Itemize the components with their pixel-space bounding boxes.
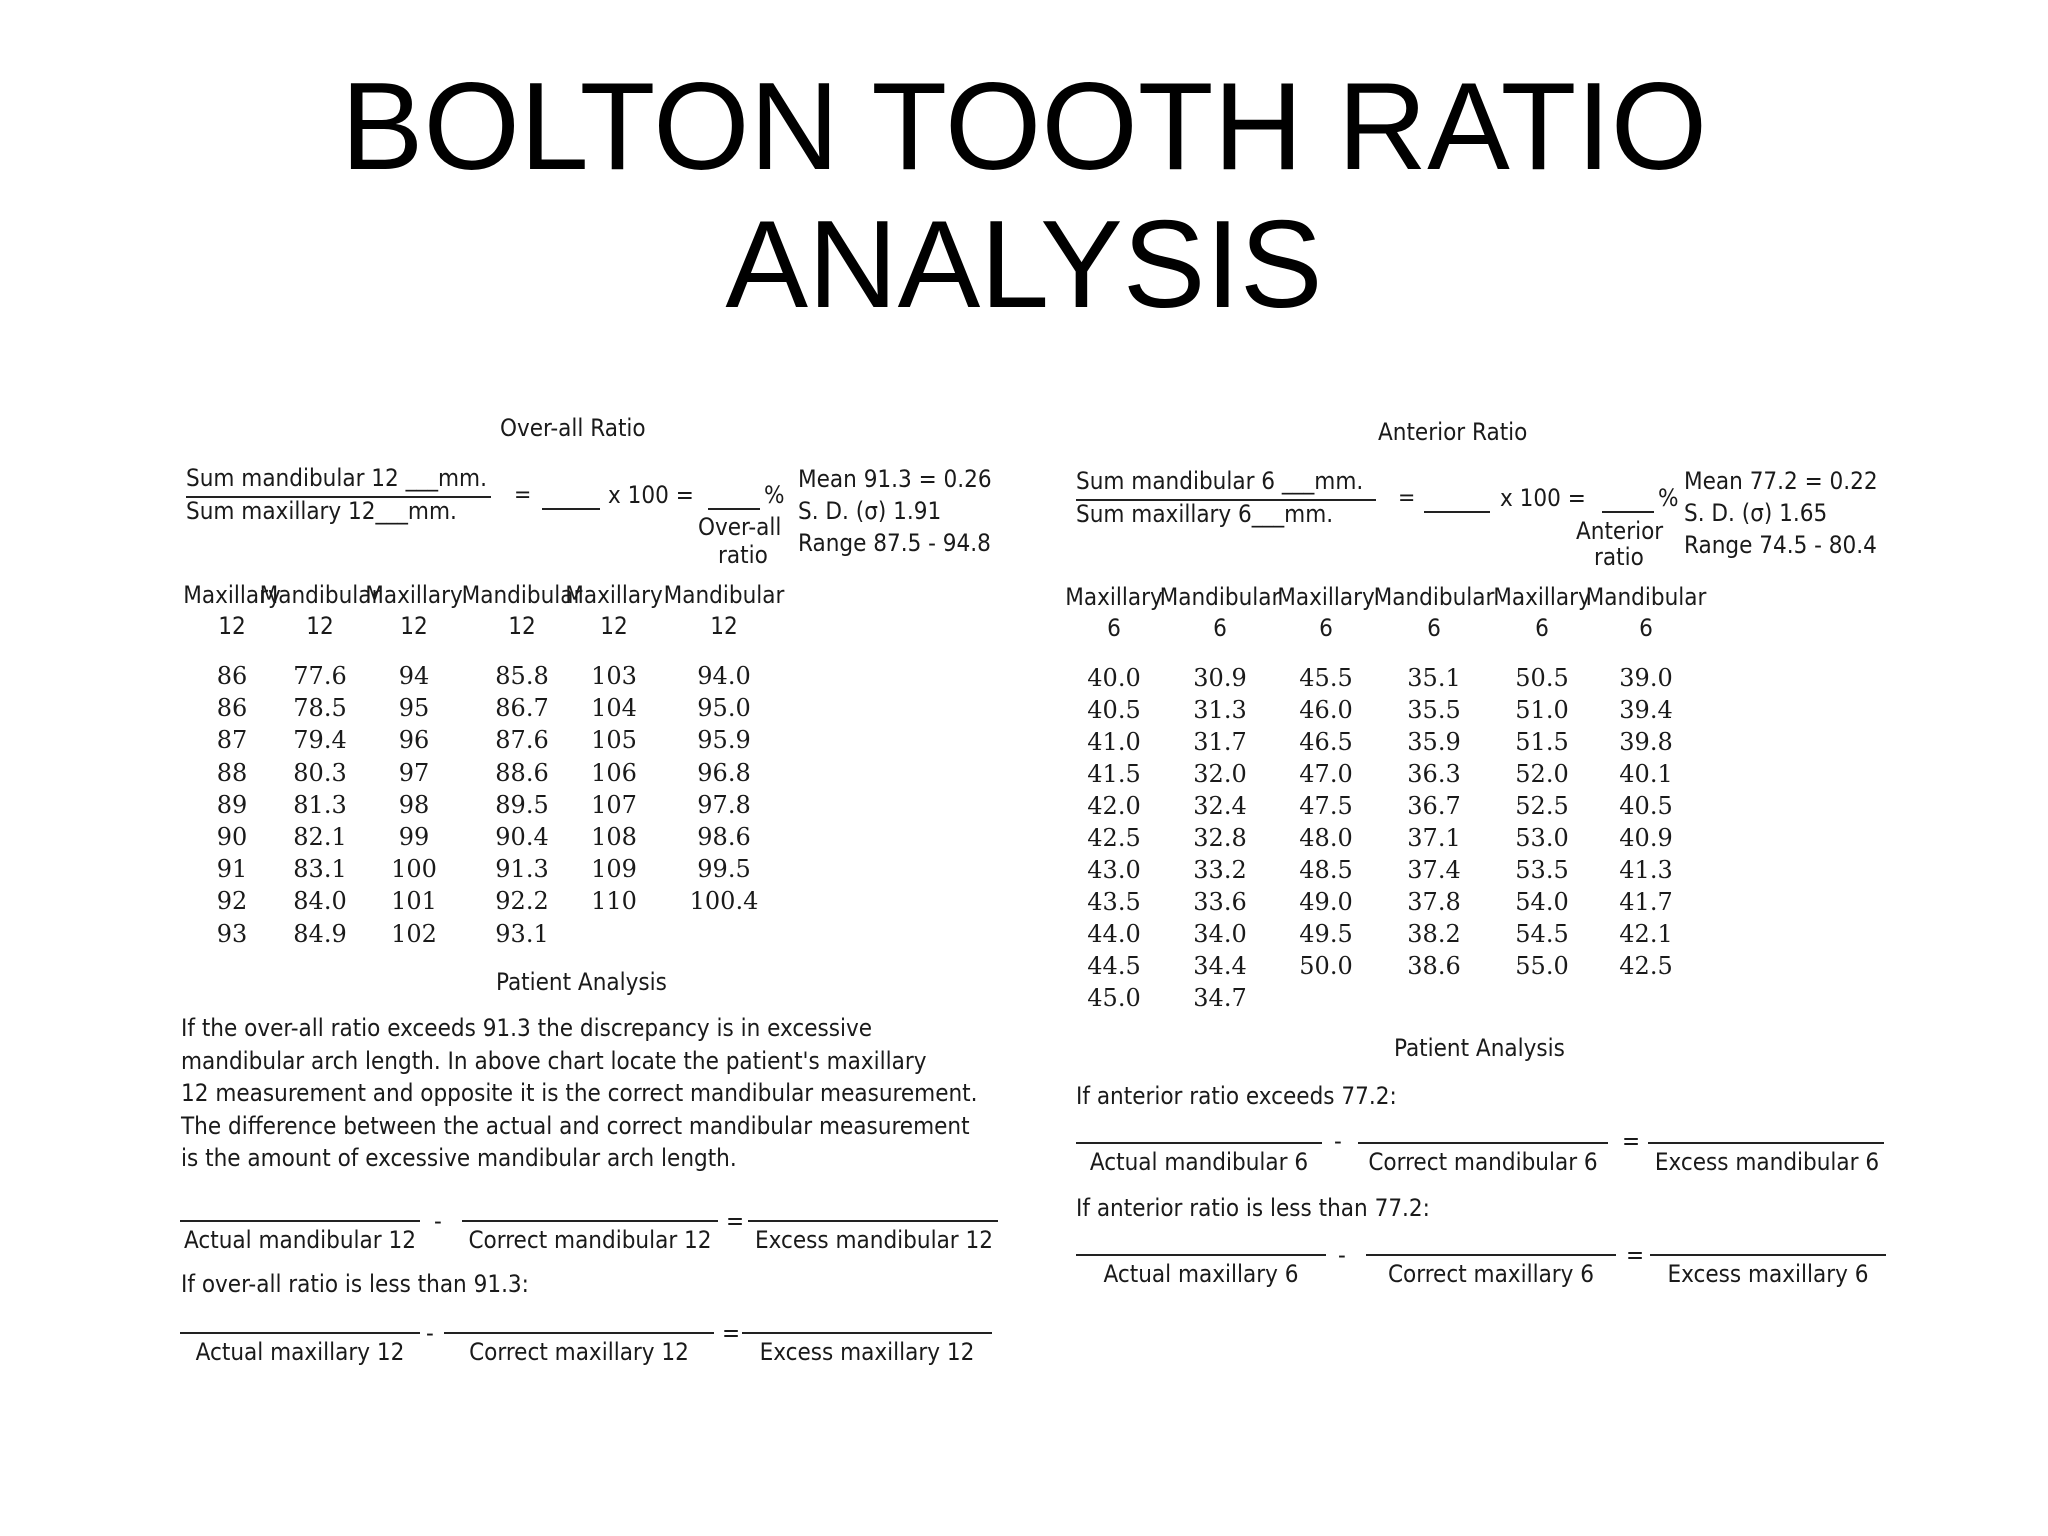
table-cell: 48.5	[1299, 856, 1353, 884]
overall-patient-analysis-heading: Patient Analysis	[496, 968, 667, 996]
table-cell: 39.0	[1619, 664, 1673, 692]
title-line-2: ANALYSIS	[725, 196, 1323, 334]
table-cell: 50.0	[1299, 952, 1353, 980]
eq1-equals: =	[726, 1207, 745, 1235]
table-cell: 44.0	[1087, 920, 1141, 948]
column-header-count: 6	[1107, 614, 1121, 642]
anterior-exceeds-text: If anterior ratio exceeds 77.2:	[1076, 1082, 1397, 1110]
title-line-1: BOLTON TOOTH RATIO	[340, 58, 1708, 196]
table-cell: 34.7	[1193, 984, 1247, 1012]
table-cell: 110	[591, 887, 637, 916]
table-cell: 43.0	[1087, 856, 1141, 884]
column-header-count: 12	[400, 612, 428, 640]
table-cell: 33.2	[1193, 856, 1247, 884]
excess-maxillary-6-blank	[1650, 1254, 1886, 1256]
table-cell: 52.5	[1515, 792, 1569, 820]
table-cell: 87.6	[495, 726, 549, 755]
overall-ratio-label-1: Over-all	[698, 513, 782, 541]
overall-sd: S. D. (σ) 1.91	[798, 497, 942, 525]
table-cell: 49.5	[1299, 920, 1353, 948]
table-cell: 45.0	[1087, 984, 1141, 1012]
correct-mandibular-6-blank	[1358, 1142, 1608, 1144]
overall-result-blank	[542, 508, 600, 510]
table-cell: 37.1	[1407, 824, 1461, 852]
column-header-label: Mandibular	[1585, 583, 1707, 611]
overall-range: Range 87.5 - 94.8	[798, 529, 991, 557]
table-cell: 89.5	[495, 790, 549, 819]
column-header-label: Mandibular	[259, 581, 381, 609]
anterior-eq2-equals: =	[1626, 1241, 1645, 1269]
overall-percent: %	[764, 481, 785, 509]
table-cell: 54.0	[1515, 888, 1569, 916]
anterior-patient-analysis-heading: Patient Analysis	[1394, 1034, 1565, 1062]
table-cell: 86	[216, 662, 248, 690]
instruction-line-2: mandibular arch length. In above chart locate the patient's maxillary	[181, 1046, 927, 1075]
anterior-denominator: Sum maxillary 6___mm.	[1076, 500, 1334, 528]
column-header-count: 6	[1319, 614, 1333, 642]
correct-mandibular-6-label: Correct mandibular 6	[1368, 1148, 1598, 1176]
anterior-range: Range 74.5 - 80.4	[1684, 531, 1877, 559]
column-header-label: Maxillary	[1493, 583, 1591, 611]
table-cell: 92	[216, 887, 248, 916]
table-cell: 105	[591, 726, 637, 755]
table-cell: 37.8	[1407, 888, 1461, 916]
column-header-count: 12	[710, 612, 738, 640]
actual-mandibular-12-blank	[180, 1220, 420, 1222]
table-cell: 33.6	[1193, 888, 1247, 916]
table-cell: 78.5	[293, 694, 347, 723]
anterior-eq1-minus: -	[1334, 1127, 1342, 1155]
column-header-label: Maxillary	[1277, 583, 1375, 611]
column-header-count: 12	[306, 612, 334, 640]
column-header-count: 12	[218, 612, 246, 640]
table-cell: 88.6	[495, 758, 549, 787]
table-cell: 40.0	[1087, 664, 1141, 692]
table-cell: 100	[391, 855, 437, 884]
table-cell: 49.0	[1299, 888, 1353, 916]
table-cell: 41.7	[1619, 888, 1673, 916]
table-cell: 50.5	[1515, 664, 1569, 692]
table-cell: 32.8	[1193, 824, 1247, 852]
excess-maxillary-12-label: Excess maxillary 12	[759, 1338, 975, 1366]
actual-mandibular-12-label: Actual mandibular 12	[184, 1226, 416, 1254]
instruction-line-3: 12 measurement and opposite it is the correct mandibular measurement.	[181, 1079, 978, 1107]
table-cell: 102	[391, 919, 437, 948]
table-cell: 97	[398, 758, 430, 787]
table-cell: 42.0	[1087, 792, 1141, 820]
excess-mandibular-12-blank	[748, 1220, 998, 1222]
table-cell: 93.1	[495, 919, 549, 948]
overall-numerator: Sum mandibular 12 ___mm.	[186, 464, 487, 492]
table-cell: 31.3	[1193, 696, 1247, 724]
table-cell: 53.5	[1515, 856, 1569, 884]
column-header-count: 6	[1535, 614, 1549, 642]
correct-maxillary-6-label: Correct maxillary 6	[1387, 1260, 1595, 1288]
column-header-label: Maxillary	[183, 581, 281, 609]
table-cell: 107	[591, 790, 637, 819]
eq2-equals: =	[722, 1319, 741, 1347]
table-cell: 31.7	[1193, 728, 1247, 756]
table-cell: 47.5	[1299, 792, 1353, 820]
column-header	[644, 580, 804, 642]
table-cell: 80.3	[293, 758, 347, 787]
actual-maxillary-12-label: Actual maxillary 12	[195, 1338, 405, 1366]
table-cell: 38.2	[1407, 920, 1461, 948]
actual-maxillary-12-blank	[180, 1332, 420, 1334]
overall-denominator: Sum maxillary 12___mm.	[186, 497, 457, 525]
table-cell: 85.8	[495, 662, 549, 690]
overall-ratio-label-2: ratio	[718, 541, 768, 569]
table-cell: 95.0	[697, 694, 751, 723]
table-cell: 53.0	[1515, 824, 1569, 852]
overall-ratio-heading: Over-all Ratio	[500, 414, 646, 442]
table-cell: 39.4	[1619, 696, 1673, 724]
anterior-ratio-label-2: ratio	[1594, 543, 1644, 571]
table-cell: 95	[398, 694, 430, 723]
table-cell: 89	[216, 790, 248, 819]
table-cell: 32.4	[1193, 792, 1247, 820]
table-cell: 104	[591, 694, 637, 723]
table-cell: 90.4	[495, 823, 549, 851]
table-cell: 90	[216, 823, 248, 851]
correct-maxillary-6-blank	[1366, 1254, 1616, 1256]
instruction-line-5: is the amount of excessive mandibular arch length.	[181, 1144, 737, 1172]
anterior-percent: %	[1658, 484, 1679, 512]
table-cell: 79.4	[293, 726, 347, 755]
anterior-percent-blank	[1602, 511, 1654, 513]
table-cell: 101	[391, 887, 437, 916]
excess-mandibular-6-blank	[1648, 1142, 1884, 1144]
table-cell: 37.4	[1407, 856, 1461, 884]
table-cell: 35.9	[1407, 728, 1461, 756]
anterior-eq1-equals: =	[1622, 1127, 1641, 1155]
table-cell: 39.8	[1619, 728, 1673, 756]
overall-equals: =	[514, 482, 532, 508]
column-header-label: Mandibular	[1373, 583, 1495, 611]
table-cell: 55.0	[1515, 952, 1569, 980]
table-cell: 30.9	[1193, 664, 1247, 692]
correct-mandibular-12-label: Correct mandibular 12	[468, 1226, 712, 1254]
column-header-label: Maxillary	[365, 581, 463, 609]
table-cell: 83.1	[293, 855, 347, 884]
slide-title	[0, 58, 2048, 334]
column-header-label: Mandibular	[1159, 583, 1281, 611]
column-header-count: 6	[1213, 614, 1227, 642]
table-cell: 40.5	[1619, 792, 1673, 820]
table-cell: 98.6	[697, 823, 751, 851]
table-cell: 93	[216, 919, 248, 948]
table-cell: 94	[398, 662, 430, 690]
table-cell: 99	[398, 823, 430, 851]
anterior-sd: S. D. (σ) 1.65	[1684, 499, 1828, 527]
column-header-label: Mandibular	[461, 581, 583, 609]
table-cell: 40.9	[1619, 824, 1673, 852]
table-cell: 77.6	[293, 662, 347, 690]
table-cell: 84.9	[293, 919, 347, 948]
table-cell: 38.6	[1407, 952, 1461, 980]
anterior-mean: Mean 77.2 = 0.22	[1684, 467, 1878, 495]
table-cell: 44.5	[1087, 952, 1141, 980]
excess-mandibular-12-label: Excess mandibular 12	[755, 1226, 993, 1254]
table-cell: 97.8	[697, 790, 751, 819]
table-cell: 98	[398, 790, 430, 819]
table-cell: 32.0	[1193, 760, 1247, 788]
anterior-times-100: x 100 =	[1500, 484, 1586, 512]
table-cell: 95.9	[697, 726, 751, 755]
table-cell: 100.4	[689, 887, 759, 916]
instruction-line-1: If the over-all ratio exceeds 91.3 the discrepancy is in excessive	[181, 1014, 873, 1042]
actual-mandibular-6-blank	[1076, 1142, 1322, 1144]
table-cell: 35.1	[1407, 664, 1461, 692]
overall-times-100: x 100 =	[608, 481, 694, 509]
table-cell: 41.0	[1087, 728, 1141, 756]
table-cell: 42.1	[1619, 920, 1673, 948]
anterior-ratio-label-1: Anterior	[1576, 517, 1664, 545]
table-cell: 42.5	[1619, 952, 1673, 980]
excess-mandibular-6-label: Excess mandibular 6	[1654, 1148, 1880, 1176]
table-cell: 81.3	[293, 790, 347, 819]
anterior-equals: =	[1398, 485, 1416, 511]
table-cell: 92.2	[495, 887, 549, 916]
table-cell: 94.0	[697, 662, 751, 690]
column-header	[1566, 582, 1726, 644]
table-cell: 46.5	[1299, 728, 1353, 756]
correct-maxillary-12-blank	[444, 1332, 714, 1334]
table-cell: 88	[216, 758, 248, 787]
anterior-eq2-minus: -	[1338, 1241, 1346, 1269]
table-cell: 51.5	[1515, 728, 1569, 756]
eq1-minus: -	[434, 1207, 442, 1235]
eq2-minus: -	[426, 1319, 434, 1347]
correct-maxillary-12-label: Correct maxillary 12	[469, 1338, 689, 1366]
table-cell: 99.5	[697, 855, 751, 884]
scanned-worksheet	[150, 380, 1920, 1430]
table-cell: 96.8	[697, 758, 751, 787]
table-cell: 43.5	[1087, 888, 1141, 916]
column-header-count: 12	[600, 612, 628, 640]
table-cell: 36.7	[1407, 792, 1461, 820]
column-header-count: 6	[1427, 614, 1441, 642]
column-header-label: Mandibular	[663, 581, 785, 609]
table-cell: 86	[216, 694, 248, 723]
table-cell: 40.5	[1087, 696, 1141, 724]
table-cell: 41.5	[1087, 760, 1141, 788]
overall-less-than-text: If over-all ratio is less than 91.3:	[181, 1270, 529, 1298]
instruction-line-4: The difference between the actual and correct mandibular measurement	[181, 1111, 970, 1140]
table-cell: 42.5	[1087, 824, 1141, 852]
actual-maxillary-6-label: Actual maxillary 6	[1103, 1260, 1299, 1288]
table-cell: 103	[591, 662, 637, 690]
table-cell: 34.4	[1193, 952, 1247, 980]
table-cell: 91	[216, 855, 248, 884]
anterior-numerator: Sum mandibular 6 ___mm.	[1076, 467, 1364, 495]
table-cell: 34.0	[1193, 920, 1247, 948]
table-cell: 87	[216, 726, 248, 755]
actual-maxillary-6-blank	[1076, 1254, 1326, 1256]
table-cell: 106	[591, 758, 637, 787]
table-cell: 52.0	[1515, 760, 1569, 788]
table-cell: 45.5	[1299, 664, 1353, 692]
correct-mandibular-12-blank	[462, 1220, 718, 1222]
table-cell: 41.3	[1619, 856, 1673, 884]
column-header-count: 6	[1639, 614, 1653, 642]
anterior-ratio-heading: Anterior Ratio	[1378, 418, 1528, 446]
table-cell: 47.0	[1299, 760, 1353, 788]
table-cell: 86.7	[495, 694, 549, 723]
excess-maxillary-12-blank	[742, 1332, 992, 1334]
excess-maxillary-6-label: Excess maxillary 6	[1667, 1260, 1869, 1288]
column-header-count: 12	[508, 612, 536, 640]
table-cell: 109	[591, 855, 637, 884]
table-cell: 82.1	[293, 823, 347, 851]
anterior-less-than-text: If anterior ratio is less than 77.2:	[1076, 1194, 1430, 1222]
table-cell: 96	[398, 726, 430, 755]
table-cell: 91.3	[495, 855, 549, 884]
anterior-result-blank	[1424, 511, 1490, 513]
table-cell: 35.5	[1407, 696, 1461, 724]
overall-mean: Mean 91.3 = 0.26	[798, 465, 992, 493]
actual-mandibular-6-label: Actual mandibular 6	[1089, 1148, 1309, 1176]
overall-percent-blank	[708, 508, 760, 510]
table-cell: 36.3	[1407, 760, 1461, 788]
table-cell: 54.5	[1515, 920, 1569, 948]
table-cell: 48.0	[1299, 824, 1353, 852]
table-cell: 46.0	[1299, 696, 1353, 724]
overall-instructions	[181, 1012, 978, 1175]
table-cell: 84.0	[293, 887, 347, 916]
column-header-label: Maxillary	[1065, 583, 1163, 611]
column-header-label: Maxillary	[565, 581, 663, 609]
table-cell: 108	[591, 823, 637, 851]
table-cell: 40.1	[1619, 760, 1673, 788]
table-cell: 51.0	[1515, 696, 1569, 724]
